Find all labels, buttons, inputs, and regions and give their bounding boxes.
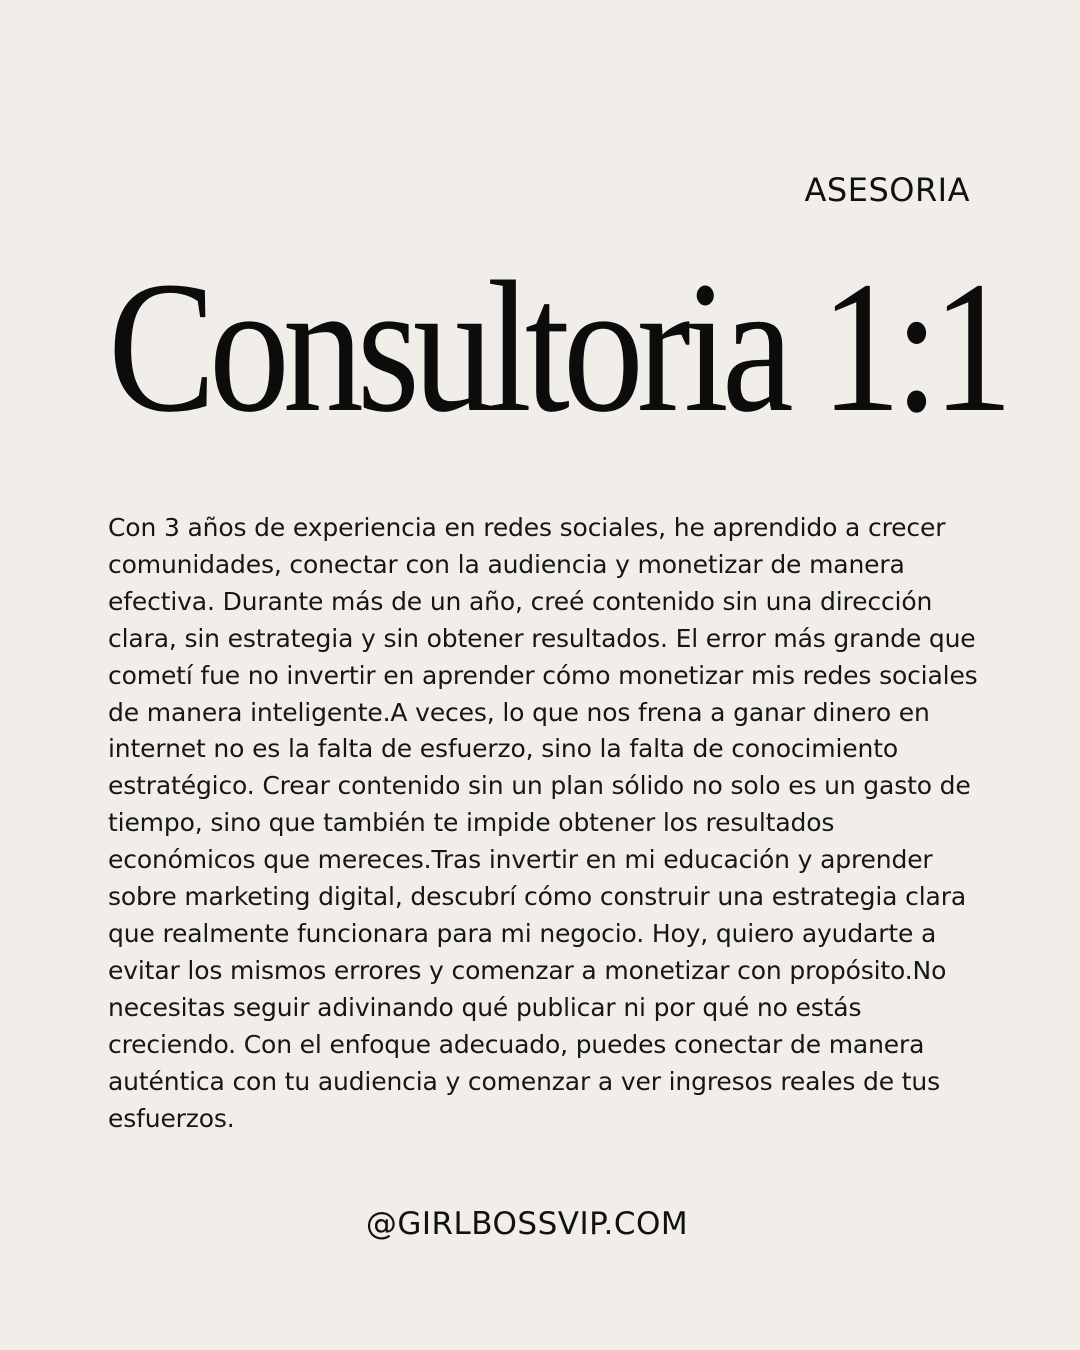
description-paragraph: Con 3 años de experiencia en redes sociales, he aprendido a crecer comunidades, conectar con la audiencia y monetizar de manera efectiva. Durante más de un año, creé contenido sin una dirección clara, sin estrategia y sin obtener resultados. El error más grande que cometí fue no invertir en aprender cómo monetizar mis redes sociales de manera inteligente.A veces, lo que nos frena a ganar dinero en internet no es la falta de esfuerzo, sino la falta de conocimiento estratégico. Crear contenido sin un plan sólido no solo es un gasto de tiempo, sino que también te impide obtener los resultados económicos que mereces.Tras invertir en mi educación y aprender sobre marketing digital, descubrí cómo construir una estrategia clara que realmente funcionara para mi negocio. Hoy, quiero ayudarte a evitar los mismos errores y comenzar a monetizar con propósito.No necesitas seguir adivinando qué publicar ni por qué no estás creciendo. Con el enfoque adecuado, puedes conectar de manera auténtica con tu audiencia y comenzar a ver ingresos reales de tus esfuerzos.: [108, 513, 978, 1133]
website-handle: @GIRLBOSSVIP.COM: [365, 1206, 689, 1242]
page-title: Consultoria 1:1: [108, 242, 1007, 451]
section-label: ASESORIA: [804, 171, 970, 209]
